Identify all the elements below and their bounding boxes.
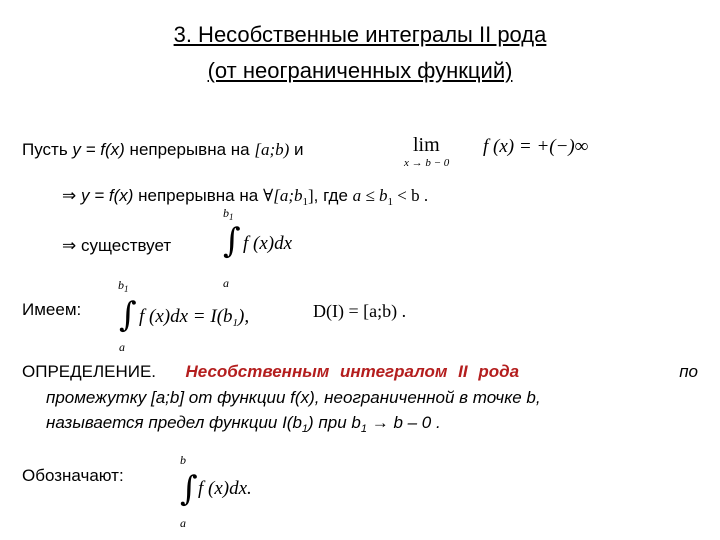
integral3-lower: a (180, 516, 186, 530)
integral1-upper: $b_1$ (223, 206, 234, 222)
implies-line-2 (62, 236, 171, 256)
implies1-cond: a ≤ b (352, 186, 388, 205)
integral2-integrand: f $(x)dx = I(b_1)$, (139, 306, 250, 329)
implies-line-1 (62, 186, 428, 206)
implies1-interval: [a;b (273, 186, 303, 205)
integral-sign-2: ∫ (119, 295, 137, 335)
let-line (22, 140, 304, 160)
let-func: y = f(x) (72, 140, 125, 159)
implies1-cond-sub: 1 (387, 196, 393, 208)
let-mid: непрерывна на (124, 140, 255, 159)
let-and: и (289, 140, 304, 159)
implies1-text: непрерывна на (133, 186, 263, 205)
implies-arrow-2: ⇒ (62, 236, 77, 255)
integral2-upper: $b_1$ (118, 278, 129, 294)
let-interval: [a;b) (254, 140, 290, 159)
integral2-lower: a (119, 340, 125, 354)
integral1-lower: a (223, 276, 229, 290)
title-line-2: (от неограниченных функций) (207, 58, 513, 83)
implies1-where: , где (313, 186, 353, 205)
definition-line-3: называется предел функции $I(b_1)$ при $b_1 \to b - 0$ . (46, 413, 441, 435)
definition-label: ОПРЕДЕЛЕНИЕ. (22, 362, 157, 381)
have-label: Имеем: (22, 300, 82, 319)
definition-term: Несобственным интегралом II рода (185, 362, 520, 381)
integral1-integrand: f (x)dx (243, 233, 293, 254)
definition-line-2: промежутку [a;b] от функции f(x), неограниченной в точке b, (46, 388, 541, 407)
title-line-1: 3. Несобственные интегралы II рода (173, 22, 547, 47)
implies1-cond-end: < b . (392, 186, 429, 205)
let-prefix: Пусть (22, 140, 73, 159)
denote-label: Обозначают: (22, 466, 124, 485)
definition-rest-1: по (679, 362, 698, 381)
integral-sign-1: ∫ (223, 221, 241, 261)
implies-arrow-1: ⇒ (62, 186, 77, 205)
implies1-func: y = f(x) (80, 186, 134, 205)
implies2-text: существует (76, 236, 172, 255)
integral3-upper: b (180, 453, 186, 467)
integral3-integrand: f (x)dx. (198, 478, 252, 499)
forall-symbol: ∀ (262, 186, 274, 205)
lim-expression: f (x) = +(−)∞ (483, 136, 589, 157)
implies1-interval-sub: 1 (302, 196, 308, 208)
lim-subscript: x → b − 0 (404, 157, 450, 169)
definition-line-1 (22, 362, 698, 382)
domain-statement: D(I) = [a;b) . (313, 301, 407, 321)
implies1-interval-end: ] (307, 186, 314, 205)
lim-word: lim (413, 134, 440, 156)
integral-sign-3: ∫ (180, 469, 198, 509)
